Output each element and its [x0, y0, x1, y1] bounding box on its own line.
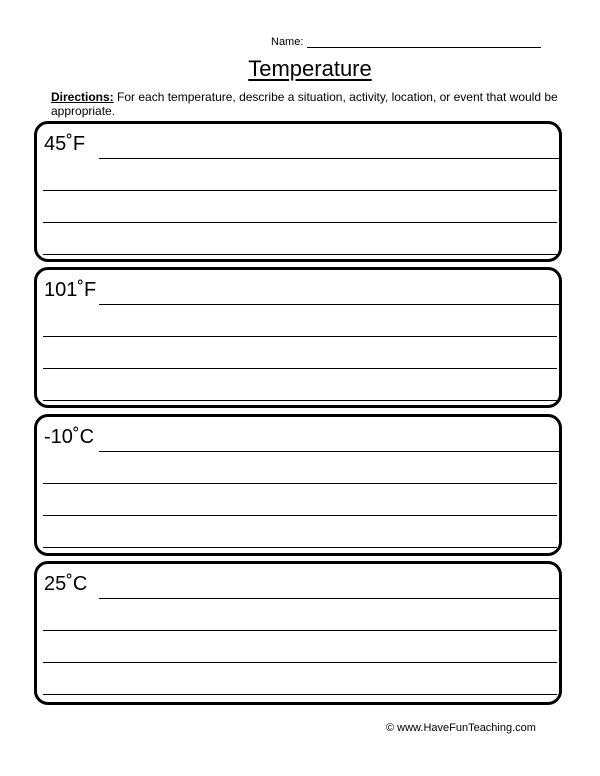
answer-line[interactable]: [99, 304, 562, 305]
answer-line[interactable]: [43, 254, 557, 255]
temperature-label: 45˚F: [44, 133, 86, 155]
directions-label: Directions:: [51, 90, 114, 104]
answer-line[interactable]: [43, 222, 557, 223]
answer-line[interactable]: [43, 483, 557, 484]
answer-line[interactable]: [99, 598, 562, 599]
answer-line[interactable]: [43, 630, 557, 631]
directions-text: For each temperature, describe a situation, activity, location, or event that would be appropriate.: [51, 90, 558, 118]
name-field: [271, 36, 541, 48]
answer-line[interactable]: [99, 158, 562, 159]
temperature-box-1: [34, 121, 562, 262]
directions: [51, 90, 571, 118]
page-title: Temperature: [248, 56, 372, 81]
temperature-box-2: [34, 267, 562, 408]
temperature-box-3: [34, 414, 562, 556]
temperature-label: 25˚C: [44, 573, 88, 595]
name-label: Name:: [271, 36, 304, 48]
answer-line[interactable]: [43, 662, 557, 663]
name-write-line[interactable]: [307, 36, 541, 48]
temperature-label: -10˚C: [44, 426, 95, 448]
answer-line[interactable]: [43, 368, 557, 369]
answer-line[interactable]: [43, 400, 557, 401]
answer-line[interactable]: [99, 451, 562, 452]
copyright-footer: © www.HaveFunTeaching.com: [386, 722, 536, 734]
answer-line[interactable]: [43, 547, 557, 548]
answer-line[interactable]: [43, 515, 557, 516]
answer-line[interactable]: [43, 190, 557, 191]
answer-line[interactable]: [43, 694, 557, 695]
temperature-label: 101˚F: [44, 279, 97, 301]
answer-line[interactable]: [43, 336, 557, 337]
temperature-box-4: [34, 561, 562, 705]
